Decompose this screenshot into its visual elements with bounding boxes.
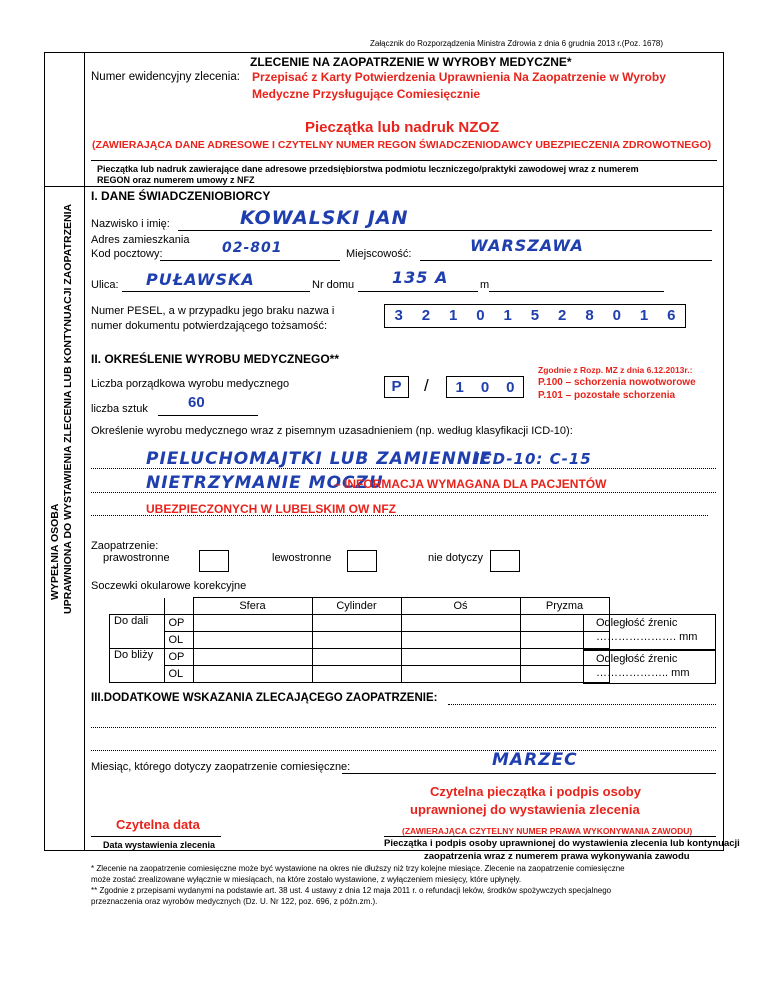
footnote-2a: ** Zgodnie z przepisami wydanymi na podstawie art. 38 ust. 4 ustawy z dnia 12 maja 2011 r. o refundacji leków, środków spożywczych specjalnego: [91, 886, 612, 895]
postal-label: Kod pocztowy:: [91, 248, 163, 260]
section3-line-0: [448, 704, 716, 705]
far-label: Do dali: [110, 615, 165, 649]
qty-label: liczba sztuk: [91, 403, 148, 415]
pesel-label-2: numer dokumentu potwierdzającego tożsamość:: [91, 320, 328, 332]
item-slash: /: [424, 376, 429, 395]
item-no-label: Liczba porządkowa wyrobu medycznego: [91, 378, 290, 390]
description-handwritten-1[interactable]: PIELUCHOMAJTKI LUB ZAMIENNIE: [146, 449, 492, 469]
name-line: [178, 230, 712, 231]
ol-label: OL: [164, 632, 193, 649]
sign-caption-2: zaopatrzenia wraz z numerem prawa wykonywania zawodu: [424, 851, 690, 862]
lens-cell[interactable]: [401, 649, 520, 666]
street-line: [122, 291, 310, 292]
stamp-line: [91, 160, 717, 161]
pesel-digit: 5: [530, 307, 540, 324]
address-label: Adres zamieszkania: [91, 234, 190, 246]
street-label: Ulica:: [91, 279, 119, 291]
info-red-2: UBEZPIECZONYCH W LUBELSKIM OW NFZ: [146, 502, 396, 516]
pesel-digit: 2: [421, 307, 431, 324]
na-checkbox[interactable]: [490, 550, 520, 572]
lens-cell[interactable]: [401, 666, 520, 683]
house-line: [358, 291, 478, 292]
house-value[interactable]: 135 A: [392, 268, 449, 287]
footnote-1a: * Zlecenie na zaopatrzenie comiesięczne może być wystawione na okres nie dłuższy niż trzy kolejne miesiące. Zlecenie na zaopatrzenie comiesięczne: [91, 864, 625, 873]
pesel-digit: 8: [585, 307, 594, 324]
lens-empty: [164, 598, 193, 615]
item-digit-boxes[interactable]: [446, 376, 524, 398]
city-value[interactable]: WARSZAWA: [470, 236, 584, 255]
pesel-digit: 3: [394, 307, 403, 324]
lens-cell[interactable]: [193, 666, 312, 683]
stamp-subtitle: (ZAWIERAJĄCA DANE ADRESOWE I CZYTELNY NUMER REGON ŚWIADCZENIODAWCY UBEZPIECZENIA ZDROWOTNEGO): [92, 139, 712, 151]
pupil-far-label: Odległość źrenic: [596, 617, 678, 629]
stamp-title: Pieczątka lub nadruk NZOZ: [305, 119, 500, 136]
lens-cell[interactable]: [193, 649, 312, 666]
qty-value[interactable]: 60: [188, 394, 205, 411]
op-label: OP: [164, 649, 193, 666]
lens-cell[interactable]: [401, 632, 520, 649]
lens-cell[interactable]: [312, 615, 401, 632]
qty-line: [158, 415, 258, 416]
sign-caption-1: Pieczątka i podpis osoby uprawnionej do wystawienia zlecenia lub kontynuacji: [384, 838, 740, 849]
footnote-2b: przeznaczenia oraz wyrobów medycznych (Dz. U. Nr 122, poz. 696, z późn.zm.).: [91, 897, 378, 906]
near-label: Do bliży: [110, 649, 165, 683]
bilateral-label: prawostronne: [103, 552, 170, 564]
pesel-digit: 6: [667, 307, 676, 324]
footnote-1b: może zostać zrealizowane wyłącznie w miesiącach, na które zostało wystawione, z wyłączeniem miesięcy, które upłynęły.: [91, 875, 522, 884]
street-value[interactable]: PUŁAWSKA: [146, 270, 255, 289]
form-title: ZLECENIE NA ZAOPATRZENIE W WYROBY MEDYCZNE*: [250, 55, 572, 69]
sign-red-sub: (ZAWIERAJĄCA CZYTELNY NUMER PRAWA WYKONYWANIA ZAWODU): [402, 826, 693, 836]
house-label: Nr domu: [312, 279, 355, 291]
city-label: Miejscowość:: [346, 248, 412, 260]
pesel-boxes[interactable]: [384, 304, 686, 328]
city-line: [420, 260, 712, 261]
lens-empty: [110, 598, 165, 615]
date-line[interactable]: [91, 836, 221, 837]
postal-line: [160, 260, 340, 261]
sign-red-title-2: uprawnionej do wystawienia zlecenia: [410, 802, 640, 817]
signature-line[interactable]: [384, 836, 716, 837]
item-digit: 0: [480, 379, 490, 396]
name-label: Nazwisko i imię:: [91, 218, 170, 230]
lens-col-sphere: Sfera: [193, 598, 312, 615]
section1-heading: I. DANE ŚWIADCZENIOBIORCY: [91, 189, 271, 203]
month-line: [342, 773, 716, 774]
month-value[interactable]: MARZEC: [492, 750, 578, 770]
pesel-digit: 1: [639, 307, 649, 324]
apt-label: m: [480, 279, 490, 291]
ol-label: OL: [164, 666, 193, 683]
pesel-digit: 0: [476, 307, 485, 324]
description-handwritten-2[interactable]: NIETRZYMANIE MOCZU: [146, 473, 384, 493]
side-label-1: WYPEŁNIA OSOBA: [49, 503, 61, 600]
postal-value[interactable]: 02-801: [222, 240, 283, 256]
info-red-1: – INFORMACJA WYMAGANA DLA PACJENTÓW: [334, 477, 607, 491]
lens-col-cylinder: Cylinder: [312, 598, 401, 615]
item-digit: 1: [455, 379, 464, 396]
lens-table: [109, 597, 610, 683]
lens-col-axis: Oś: [401, 598, 520, 615]
lens-col-prism: Pryzma: [520, 598, 609, 615]
sign-red-title-1: Czytelna pieczątka i podpis osoby: [430, 784, 641, 799]
lens-cell[interactable]: [312, 666, 401, 683]
section3-line-2: [91, 750, 716, 751]
pupil-near-value: ……………….. mm: [596, 667, 690, 679]
pesel-digit: 1: [503, 307, 512, 324]
bilateral-checkbox[interactable]: [199, 550, 229, 572]
name-value[interactable]: KOWALSKI JAN: [240, 207, 409, 229]
item-note-3: P.101 – pozostałe schorzenia: [538, 390, 676, 401]
lens-cell[interactable]: [401, 615, 520, 632]
stamp-caption-2: REGON oraz numerem umowy z NFZ: [97, 175, 255, 185]
item-digit: 0: [506, 379, 515, 396]
order-number-label: Numer ewidencyjny zlecenia:: [91, 71, 240, 83]
item-note-2: P.100 – schorzenia nowotworowe: [538, 377, 696, 388]
order-number-hint-2: Medyczne Przysługujące Comiesięcznie: [252, 87, 481, 101]
date-caption: Data wystawienia zlecenia: [103, 840, 216, 850]
pupil-far-value: …………………. mm: [596, 631, 698, 643]
order-number-hint-1: Przepisać z Karty Potwierdzenia Uprawnienia Na Zaopatrzenie w Wyroby: [252, 70, 666, 84]
apt-line: [489, 291, 664, 292]
icd-code[interactable]: ICD-10: C-15: [474, 450, 592, 468]
na-label: nie dotyczy: [428, 552, 484, 564]
lens-cell[interactable]: [193, 632, 312, 649]
pesel-digit: 1: [448, 307, 458, 324]
lens-cell[interactable]: [193, 615, 312, 632]
pupil-near-label: Odległość źrenic: [596, 653, 678, 665]
lenses-label: Soczewki okularowe korekcyjne: [91, 580, 247, 592]
op-label: OP: [164, 615, 193, 632]
stamp-caption-1: Pieczątka lub nadruk zawierające dane adresowe przedsiębiorstwa podmiotu leczniczego/praktyki zawodowej wraz z numerem: [97, 164, 639, 174]
item-note-1: Zgodnie z Rozp. MZ z dnia 6.12.2013r.:: [538, 365, 693, 375]
pesel-digit: 0: [612, 307, 621, 324]
pesel-label-1: Numer PESEL, a w przypadku jego braku nazwa i: [91, 305, 335, 317]
section3-heading: III.DODATKOWE WSKAZANIA ZLECAJĄCEGO ZAOPATRZENIE:: [91, 692, 438, 704]
item-prefix-box[interactable]: P: [384, 376, 409, 398]
description-label: Określenie wyrobu medycznego wraz z pisemnym uzasadnieniem (np. według klasyfikacji ICD-10):: [91, 425, 573, 437]
left-label: lewostronne: [272, 552, 332, 564]
annex-note: Załącznik do Rozporządzenia Ministra Zdrowia z dnia 6 grudnia 2013 r.(Poz. 1678): [370, 39, 664, 48]
lens-cell[interactable]: [312, 649, 401, 666]
section2-heading: II. OKREŚLENIE WYROBU MEDYCZNEGO**: [91, 352, 340, 366]
lens-cell[interactable]: [312, 632, 401, 649]
supply-label: Zaopatrzenie:: [91, 540, 159, 552]
section3-line-1: [91, 727, 716, 728]
pesel-digit: 2: [558, 307, 567, 324]
month-label: Miesiąc, którego dotyczy zaopatrzenie comiesięczne:: [91, 761, 351, 773]
left-checkbox[interactable]: [347, 550, 377, 572]
side-label-2: UPRAWNIONA DO WYSTAWIENIA ZLECENIA LUB KONTYNUACJI ZAOPATRZENIA: [62, 203, 74, 614]
date-red: Czytelna data: [116, 817, 200, 832]
